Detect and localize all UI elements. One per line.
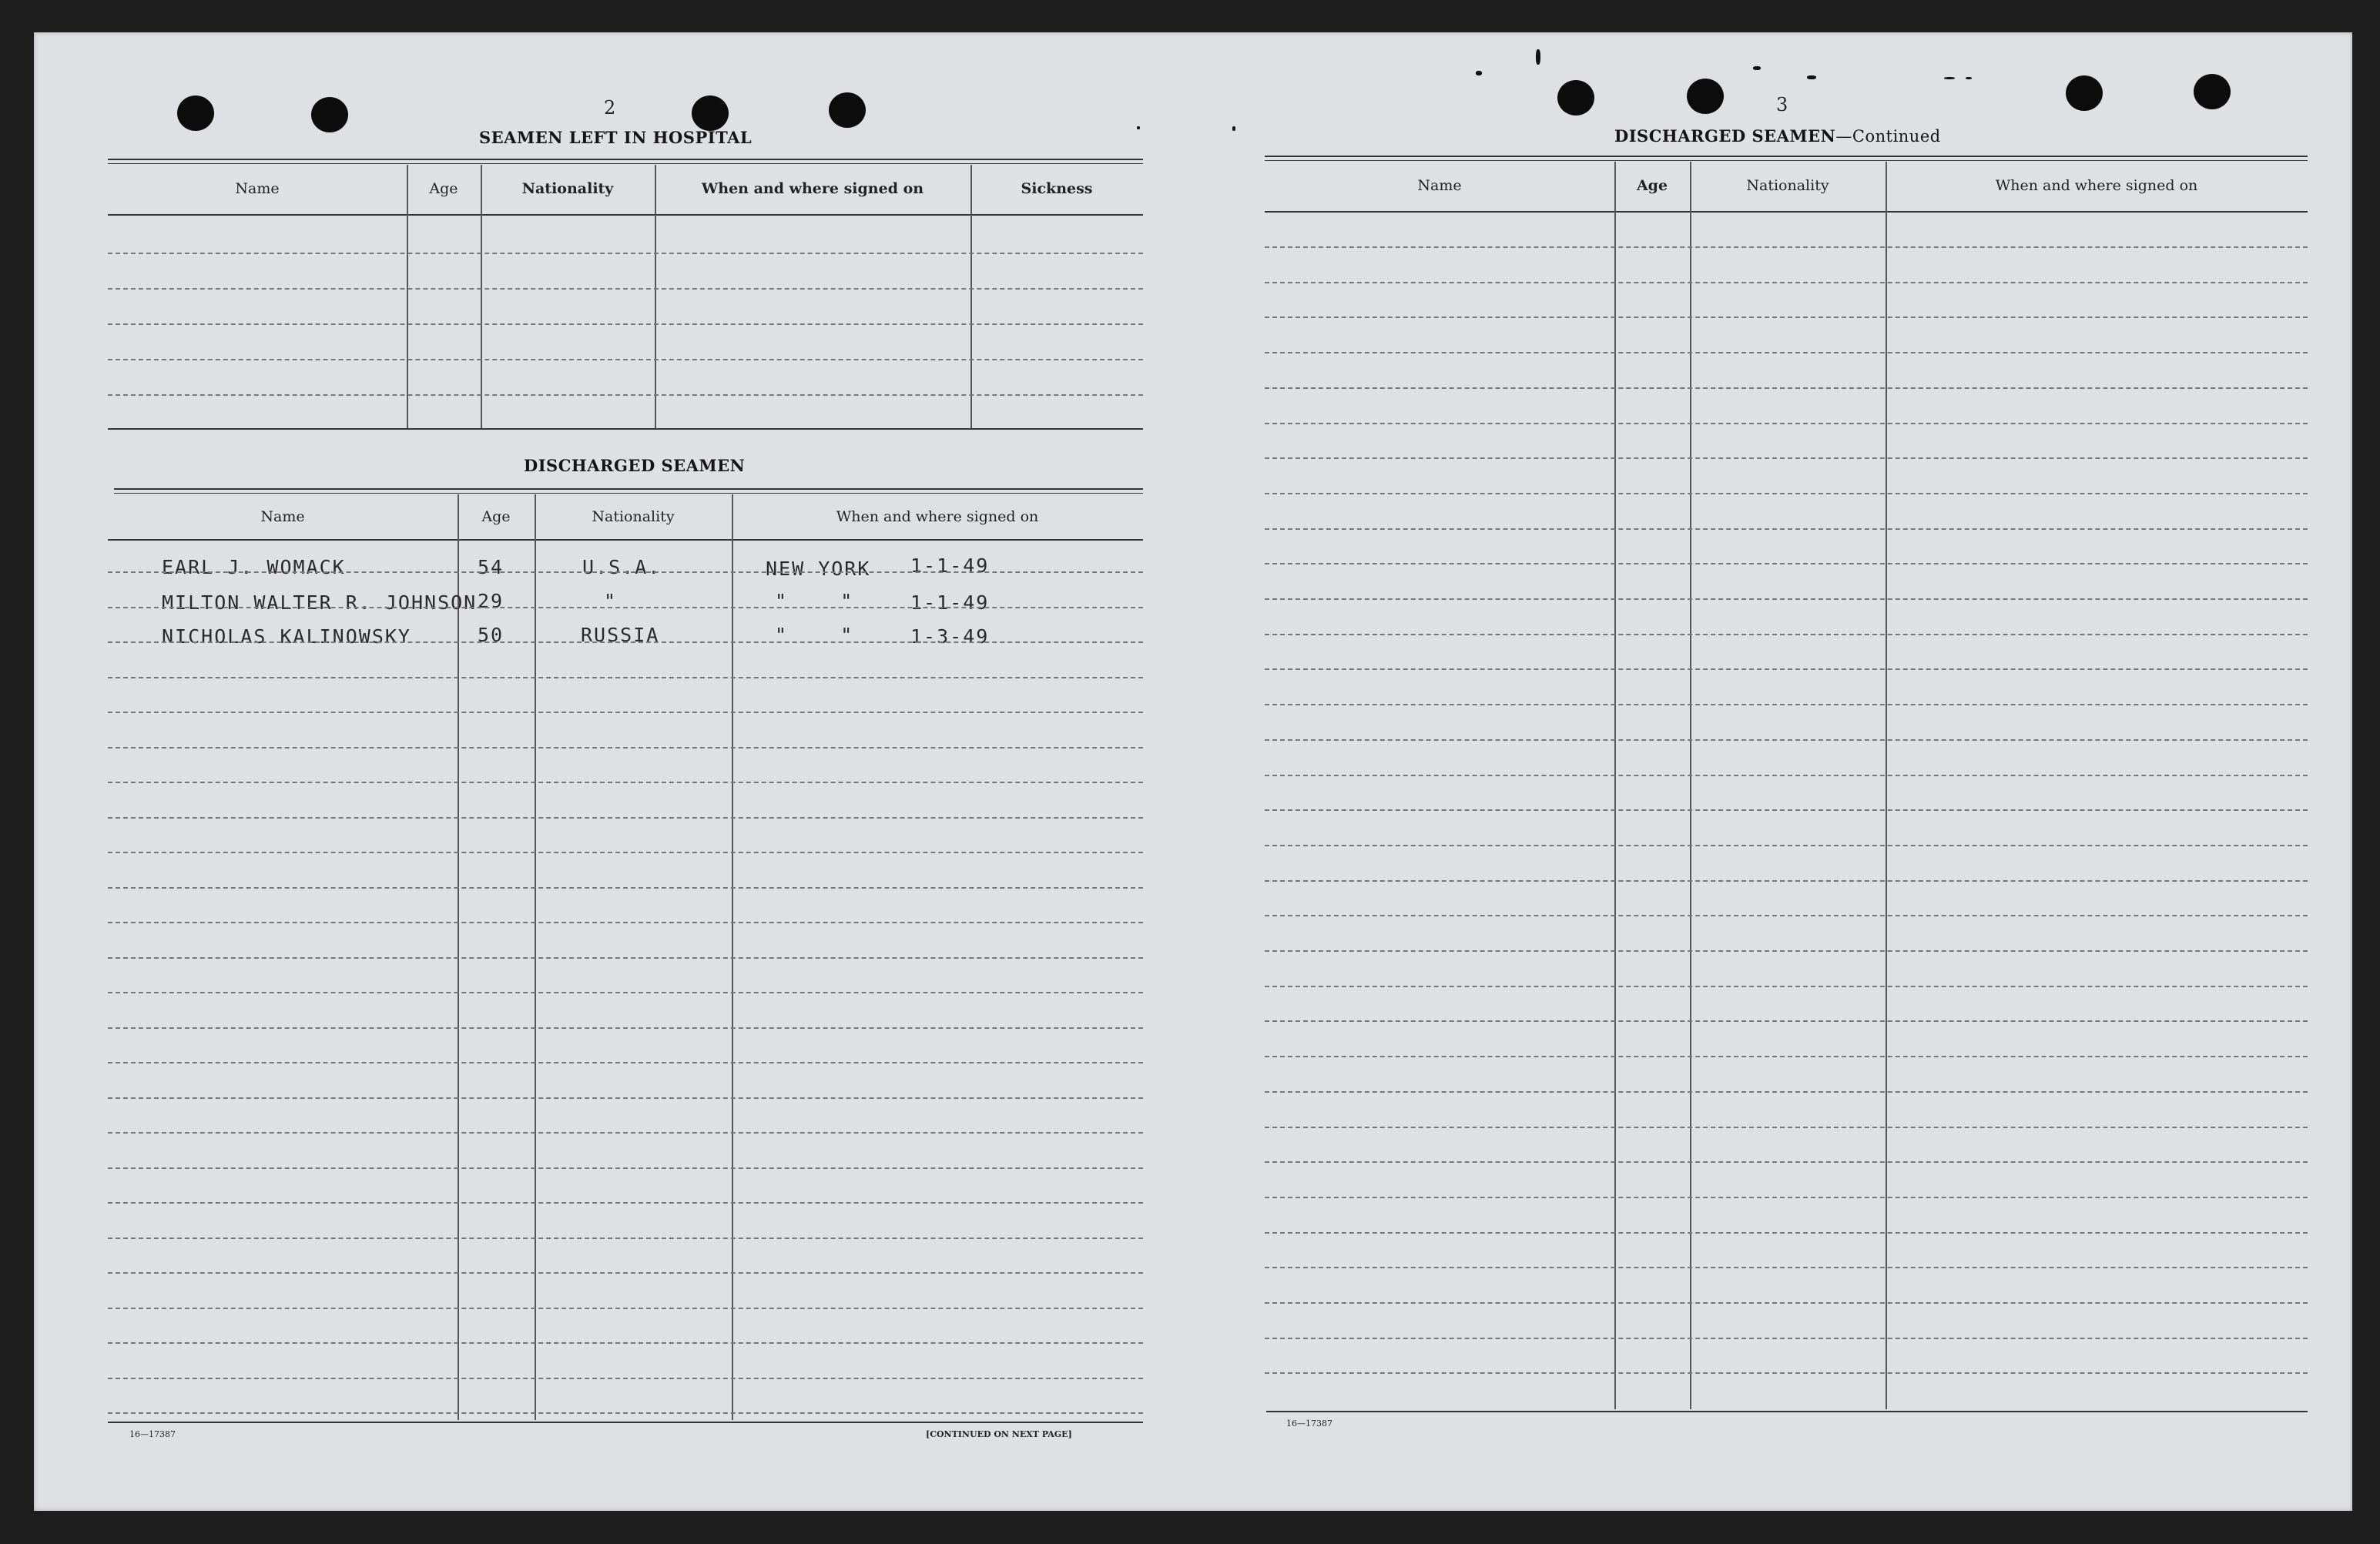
ink-speck [1966,77,1972,79]
ruled-line [1265,387,2308,389]
ruled-line [1265,1020,2308,1022]
ruled-line [1265,739,2308,741]
ruled-line [1265,880,2308,882]
hospital-col-nationality: Nationality [521,180,614,197]
ruled-line [108,712,1143,713]
punch-hole [1557,80,1594,116]
ink-speck [1476,71,1482,75]
ruled-line [108,922,1143,923]
hospital-col-age: Age [429,180,458,197]
ruled-line [108,677,1143,678]
seaman-age: 54 [478,556,504,578]
ruled-line [108,992,1143,993]
ink-speck [1232,126,1235,131]
ruled-line [108,1202,1143,1204]
punch-hole [311,97,348,132]
ruled-line [1265,457,2308,459]
seaman-age: 50 [478,624,504,646]
ruled-line [1265,668,2308,670]
discharged-col-nationality: Nationality [592,508,675,525]
ruled-line [108,1062,1143,1063]
ruled-line [108,641,1143,643]
ink-speck [1137,126,1140,129]
right-col-name: Name [1417,177,1462,194]
ruled-line [108,571,1143,573]
ruled-line [108,1027,1143,1029]
punch-hole [692,95,729,131]
ruled-line [108,1132,1143,1134]
ruled-line [1265,352,2308,353]
ruled-line [108,607,1143,608]
ruled-line [1265,1056,2308,1057]
ruled-line [108,747,1143,749]
hospital-col-sickness: Sickness [1021,180,1093,197]
ink-speck [1536,49,1540,65]
punch-hole [1687,79,1724,114]
seaman-age: 29 [478,590,504,612]
ruled-line [108,782,1143,783]
form-number-right: 16—17387 [1286,1418,1332,1428]
right-col-age: Age [1636,177,1668,194]
ruled-line [1265,1338,2308,1339]
ruled-line [1265,423,2308,424]
ruled-line [1265,598,2308,600]
ink-speck [1753,66,1761,70]
seaman-nationality: " [604,590,618,612]
ruled-line [1265,950,2308,952]
ruled-line [1265,246,2308,248]
ruled-line [108,887,1143,889]
discharged-col-signed-on: When and where signed on [836,508,1039,525]
ruled-line [1265,317,2308,318]
page-number-left: 2 [604,97,616,119]
ruled-line [1265,634,2308,635]
ruled-line [1265,1232,2308,1234]
seaman-name: MILTON WALTER R. JOHNSON [162,591,478,614]
ruled-line [108,1308,1143,1309]
hospital-col-signed-on: When and where signed on [701,180,924,197]
ruled-line [108,1097,1143,1099]
ruled-line [1265,563,2308,564]
ruled-line [108,1272,1143,1274]
continued-note: [CONTINUED ON NEXT PAGE] [926,1429,1072,1439]
seaman-nationality: RUSSIA [581,624,660,646]
ruled-line [1265,1091,2308,1093]
seaman-signed-place: NEW YORK [766,558,871,580]
ruled-line [1265,1197,2308,1198]
ruled-line [108,1167,1143,1169]
seaman-signed-place: " " [775,624,854,646]
ruled-line [1265,1302,2308,1304]
ruled-line [108,1378,1143,1379]
ruled-line [1265,1267,2308,1268]
ruled-line [1265,528,2308,530]
ink-speck [1807,75,1816,79]
ink-speck [1944,77,1955,79]
ruled-line [108,1342,1143,1344]
ruled-line [108,1412,1143,1414]
seaman-signed-place: " " [775,590,854,612]
ruled-line [108,957,1143,959]
document-sheet [34,32,2352,1511]
punch-hole [177,95,214,131]
punch-hole [2194,74,2231,109]
ruled-line [1265,1372,2308,1374]
seaman-signed-date: 1-3-49 [910,625,990,648]
hospital-col-name: Name [235,180,280,197]
punch-hole [2066,75,2103,111]
discharged-title: DISCHARGED SEAMEN [524,456,746,475]
seaman-name: NICHOLAS KALINOWSKY [162,625,411,648]
seaman-signed-date: 1-1-49 [910,554,990,577]
right-title-main: DISCHARGED SEAMEN [1614,126,1836,146]
right-col-nationality: Nationality [1746,177,1829,194]
ruled-line [1265,493,2308,494]
discharged-col-age: Age [481,508,511,525]
ruled-line [1265,845,2308,846]
ruled-line [108,817,1143,819]
discharged-col-name: Name [260,508,305,525]
right-title [1614,126,1941,146]
punch-hole [829,92,866,128]
form-number-left: 16—17387 [129,1429,176,1439]
ruled-line [1265,986,2308,987]
right-title-suffix: —Continued [1835,127,1941,146]
ruled-line [108,852,1143,853]
hospital-title: SEAMEN LEFT IN HOSPITAL [479,128,753,147]
ruled-line [1265,1127,2308,1128]
right-col-signed-on: When and where signed on [1995,177,2198,194]
ruled-line [1265,704,2308,705]
ruled-line [1265,915,2308,916]
ruled-line [1265,809,2308,811]
ruled-line [1265,282,2308,283]
ruled-line [1265,1161,2308,1163]
seaman-nationality: U.S.A. [582,556,662,578]
seaman-name: EARL J. WOMACK [162,556,346,578]
page-number-right: 3 [1776,94,1788,116]
seaman-signed-date: 1-1-49 [910,591,990,614]
ruled-line [108,1238,1143,1239]
ruled-line [1265,775,2308,776]
